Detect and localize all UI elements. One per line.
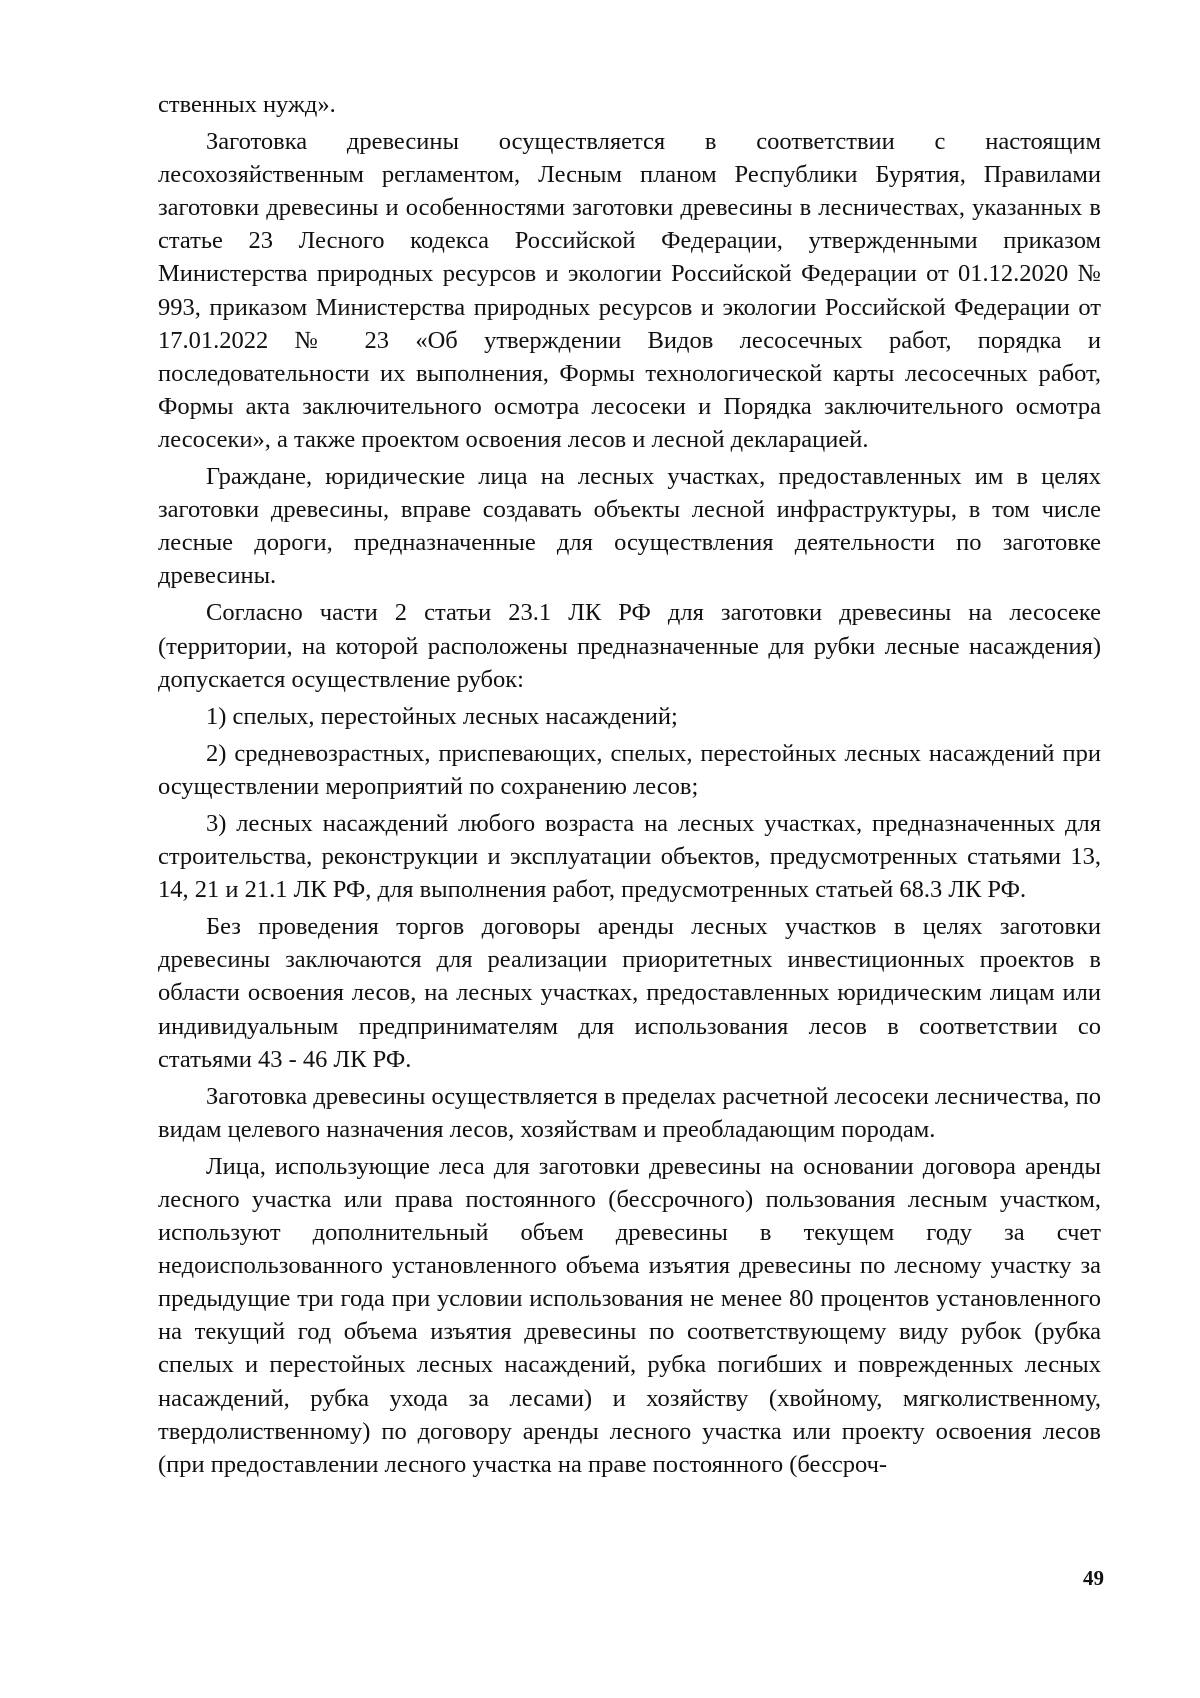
page-number: 49: [1083, 1566, 1104, 1590]
body-text: [158, 88, 1101, 1485]
paragraph-additional-volume: Лица, использующие леса для заготовки древесины на основании договора аренды лесного участка или права постоянного (бессрочного) пользования лесным участком, используют дополнительный объем древесины в текущем году за счет недоиспользованного установленного объема изъятия древесины по лесному участку за предыдущие три года при условии использования не менее 80 процентов установленного на текущий год объема изъятия древесины по соответствующему виду рубок (рубка спелых и перестойных лесных насаждений, рубка погибших и поврежденных лесных насаждений, рубка ухода за лесами) и хозяйству (хвойному, мягколиственному, твердолиственному) по договору аренды лесного участка или проекту освоения лесов (при предоставлении лесного участка на праве постоянного (бессроч-: [158, 1152, 1101, 1478]
list-item-2: 2) средневозрастных, приспевающих, спелых, перестойных лесных насаждений при осуществлении мероприятий по сохранению лесов;: [158, 739, 1101, 800]
paragraph-allowable-cut: Заготовка древесины осуществляется в пределах расчетной лесосеки лесничества, по видам целевого назначения лесов, хозяйствам и преобладающим породам.: [158, 1082, 1101, 1143]
list-item-3: 3) лесных насаждений любого возраста на лесных участках, предназначенных для строительства, реконструкции и эксплуатации объектов, предусмотренных статьями 13, 14, 21 и 21.1 ЛК РФ, для выполнения работ, предусмотренных статьей 68.3 ЛК РФ.: [158, 809, 1101, 904]
paragraph-timber-harvesting-regulations: Заготовка древесины осуществляется в соответствии с настоящим лесохозяйственным регламентом, Лесным планом Республики Бурятия, Правилами заготовки древесины и особенностями заготовки древесины в лесничествах, указанных в статье 23 Лесного кодекса Российской Федерации, утвержденными приказом Министерства природных ресурсов и экологии Российской Федерации от 01.12.2020 № 993, приказом Министерства природных ресурсов и экологии Российской Федерации от 17.01.2022 № 23 «Об утверждении Видов лесосечных работ, порядка и последовательности их выполнения, Формы технологической карты лесосечных работ, Формы акта заключительного осмотра лесосеки и Порядка заключительного осмотра лесосеки», а также проектом освоения лесов и лесной декларацией.: [158, 128, 1101, 453]
paragraph-permitted-cuttings: Согласно части 2 статьи 23.1 ЛК РФ для заготовки древесины на лесосеке (территории, на которой расположены предназначенные для рубки лесные насаждения) допускается осуществление рубок:: [158, 599, 1101, 693]
paragraph-lease-without-auction: Без проведения торгов договоры аренды лесных участков в целях заготовки древесины заключаются для реализации приоритетных инвестиционных проектов в области освоения лесов, на лесных участках, предоставленных юридическим лицам или индивидуальным предпринимателям для использования лесов в соответствии со статьями 43 - 46 ЛК РФ.: [158, 913, 1101, 1073]
list-item-1: 1) спелых, перестойных лесных насаждений;: [206, 702, 678, 730]
paragraph-forest-infrastructure: Граждане, юридические лица на лесных участках, предоставленных им в целях заготовки древесины, вправе создавать объекты лесной инфраструктуры, в том числе лесные дороги, предназначенные для осуществления деятельности по заготовке древесины.: [158, 463, 1101, 590]
paragraph-continuation: ственных нужд».: [158, 91, 336, 118]
